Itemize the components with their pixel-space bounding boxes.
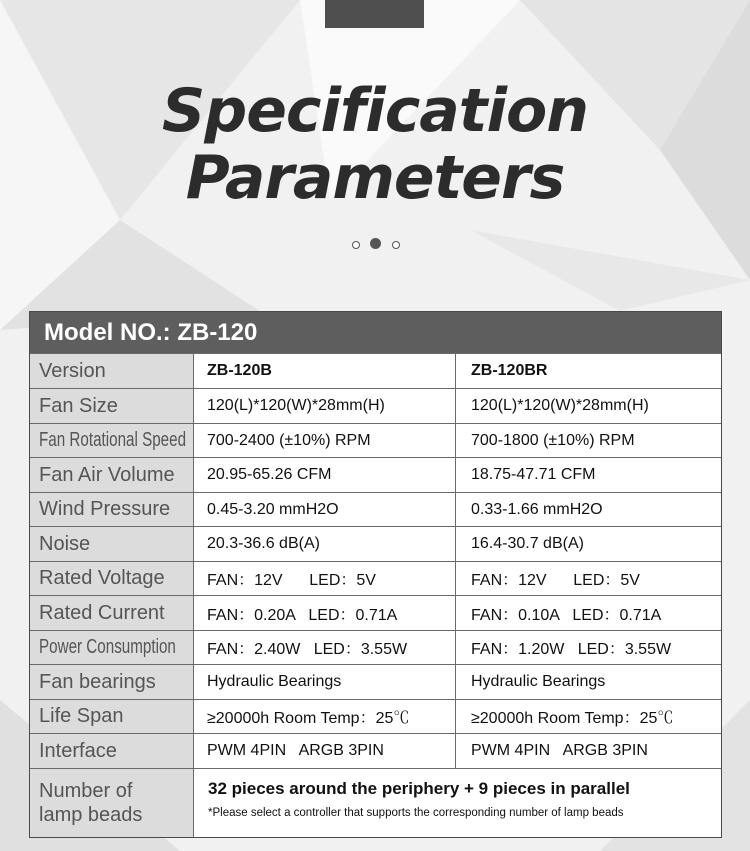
version-b: ZB-120B	[194, 354, 456, 388]
table-row	[30, 595, 721, 630]
value-b: ≥20000h Room Temp：25℃	[194, 700, 456, 733]
value-b: FAN：0.20A LED：0.71A	[194, 596, 456, 630]
row-label: Fan Size	[30, 389, 194, 423]
page-title-line1: Specification	[162, 76, 588, 146]
row-label: Number of lamp beads	[30, 769, 194, 837]
version-br: ZB-120BR	[471, 362, 548, 379]
value-b: FAN：12V LED：5V	[194, 562, 456, 595]
beads-note: *Please select a controller that supports the corresponding number of lamp beads	[208, 807, 624, 819]
table-row	[30, 733, 721, 768]
row-label: Wind Pressure	[30, 493, 194, 526]
page-title-line2: Parameters	[185, 143, 565, 213]
row-label: Fan Air Volume	[30, 458, 194, 492]
value-b: FAN：2.40W LED：3.55W	[194, 631, 456, 664]
value-b: 120(L)*120(W)*28mm(H)	[194, 389, 456, 423]
row-label-wrap	[30, 424, 194, 457]
value-br: 700-1800 (±10%) RPM	[471, 431, 635, 449]
value-b: PWM 4PIN ARGB 3PIN	[194, 734, 456, 768]
model-number: Model NO.: ZB-120	[44, 319, 258, 346]
value-b: 20.3-36.6 dB(A)	[194, 527, 456, 561]
value-br: FAN：1.20W LED：3.55W	[471, 641, 672, 658]
row-label-wrap	[30, 631, 194, 664]
value-b: 0.45-3.20 mmH2O	[194, 493, 456, 526]
beads-cell	[194, 769, 721, 837]
carousel-dot-2-active[interactable]	[370, 238, 381, 249]
value-br: ≥20000h Room Temp：25℃	[471, 710, 674, 727]
carousel-dot-3[interactable]	[392, 241, 400, 249]
top-tab-bar	[325, 0, 424, 28]
table-row-beads	[30, 768, 721, 837]
row-label: Life Span	[30, 700, 194, 733]
beads-value: 32 pieces around the periphery + 9 pieces in parallel	[208, 779, 630, 798]
row-label: Fan Rotational Speed	[39, 429, 187, 451]
value-b: Hydraulic Bearings	[194, 665, 456, 699]
value-br: 16.4-30.7 dB(A)	[471, 535, 584, 552]
value-br: Hydraulic Bearings	[471, 673, 606, 690]
table-row	[30, 526, 721, 561]
table-row	[30, 630, 721, 664]
table-row	[30, 699, 721, 733]
value-br: 18.75-47.71 CFM	[471, 466, 596, 483]
table-row	[30, 388, 721, 423]
row-label: Version	[30, 354, 194, 388]
row-label: Noise	[30, 527, 194, 561]
carousel-dot-1[interactable]	[352, 241, 360, 249]
row-label: Rated Current	[30, 596, 194, 630]
carousel-indicator[interactable]	[350, 238, 400, 252]
value-b: 700-2400 (±10%) RPM	[194, 424, 456, 457]
table-row	[30, 353, 721, 388]
row-label: Power Consumption	[39, 636, 176, 658]
table-row	[30, 561, 721, 595]
table-row	[30, 664, 721, 699]
row-label: Rated Voltage	[30, 562, 194, 595]
value-br: PWM 4PIN ARGB 3PIN	[471, 742, 648, 759]
table-row	[30, 423, 721, 457]
value-br: FAN：12V LED：5V	[471, 572, 640, 589]
table-row	[30, 457, 721, 492]
value-br: FAN：0.10A LED：0.71A	[471, 606, 662, 624]
table-header	[30, 312, 721, 353]
value-br: 0.33-1.66 mmH2O	[471, 500, 603, 518]
table-row	[30, 492, 721, 526]
value-br: 120(L)*120(W)*28mm(H)	[471, 397, 649, 414]
spec-table	[29, 311, 722, 838]
value-b: 20.95-65.26 CFM	[194, 458, 456, 492]
row-label: Interface	[30, 734, 194, 768]
row-label: Fan bearings	[30, 665, 194, 699]
